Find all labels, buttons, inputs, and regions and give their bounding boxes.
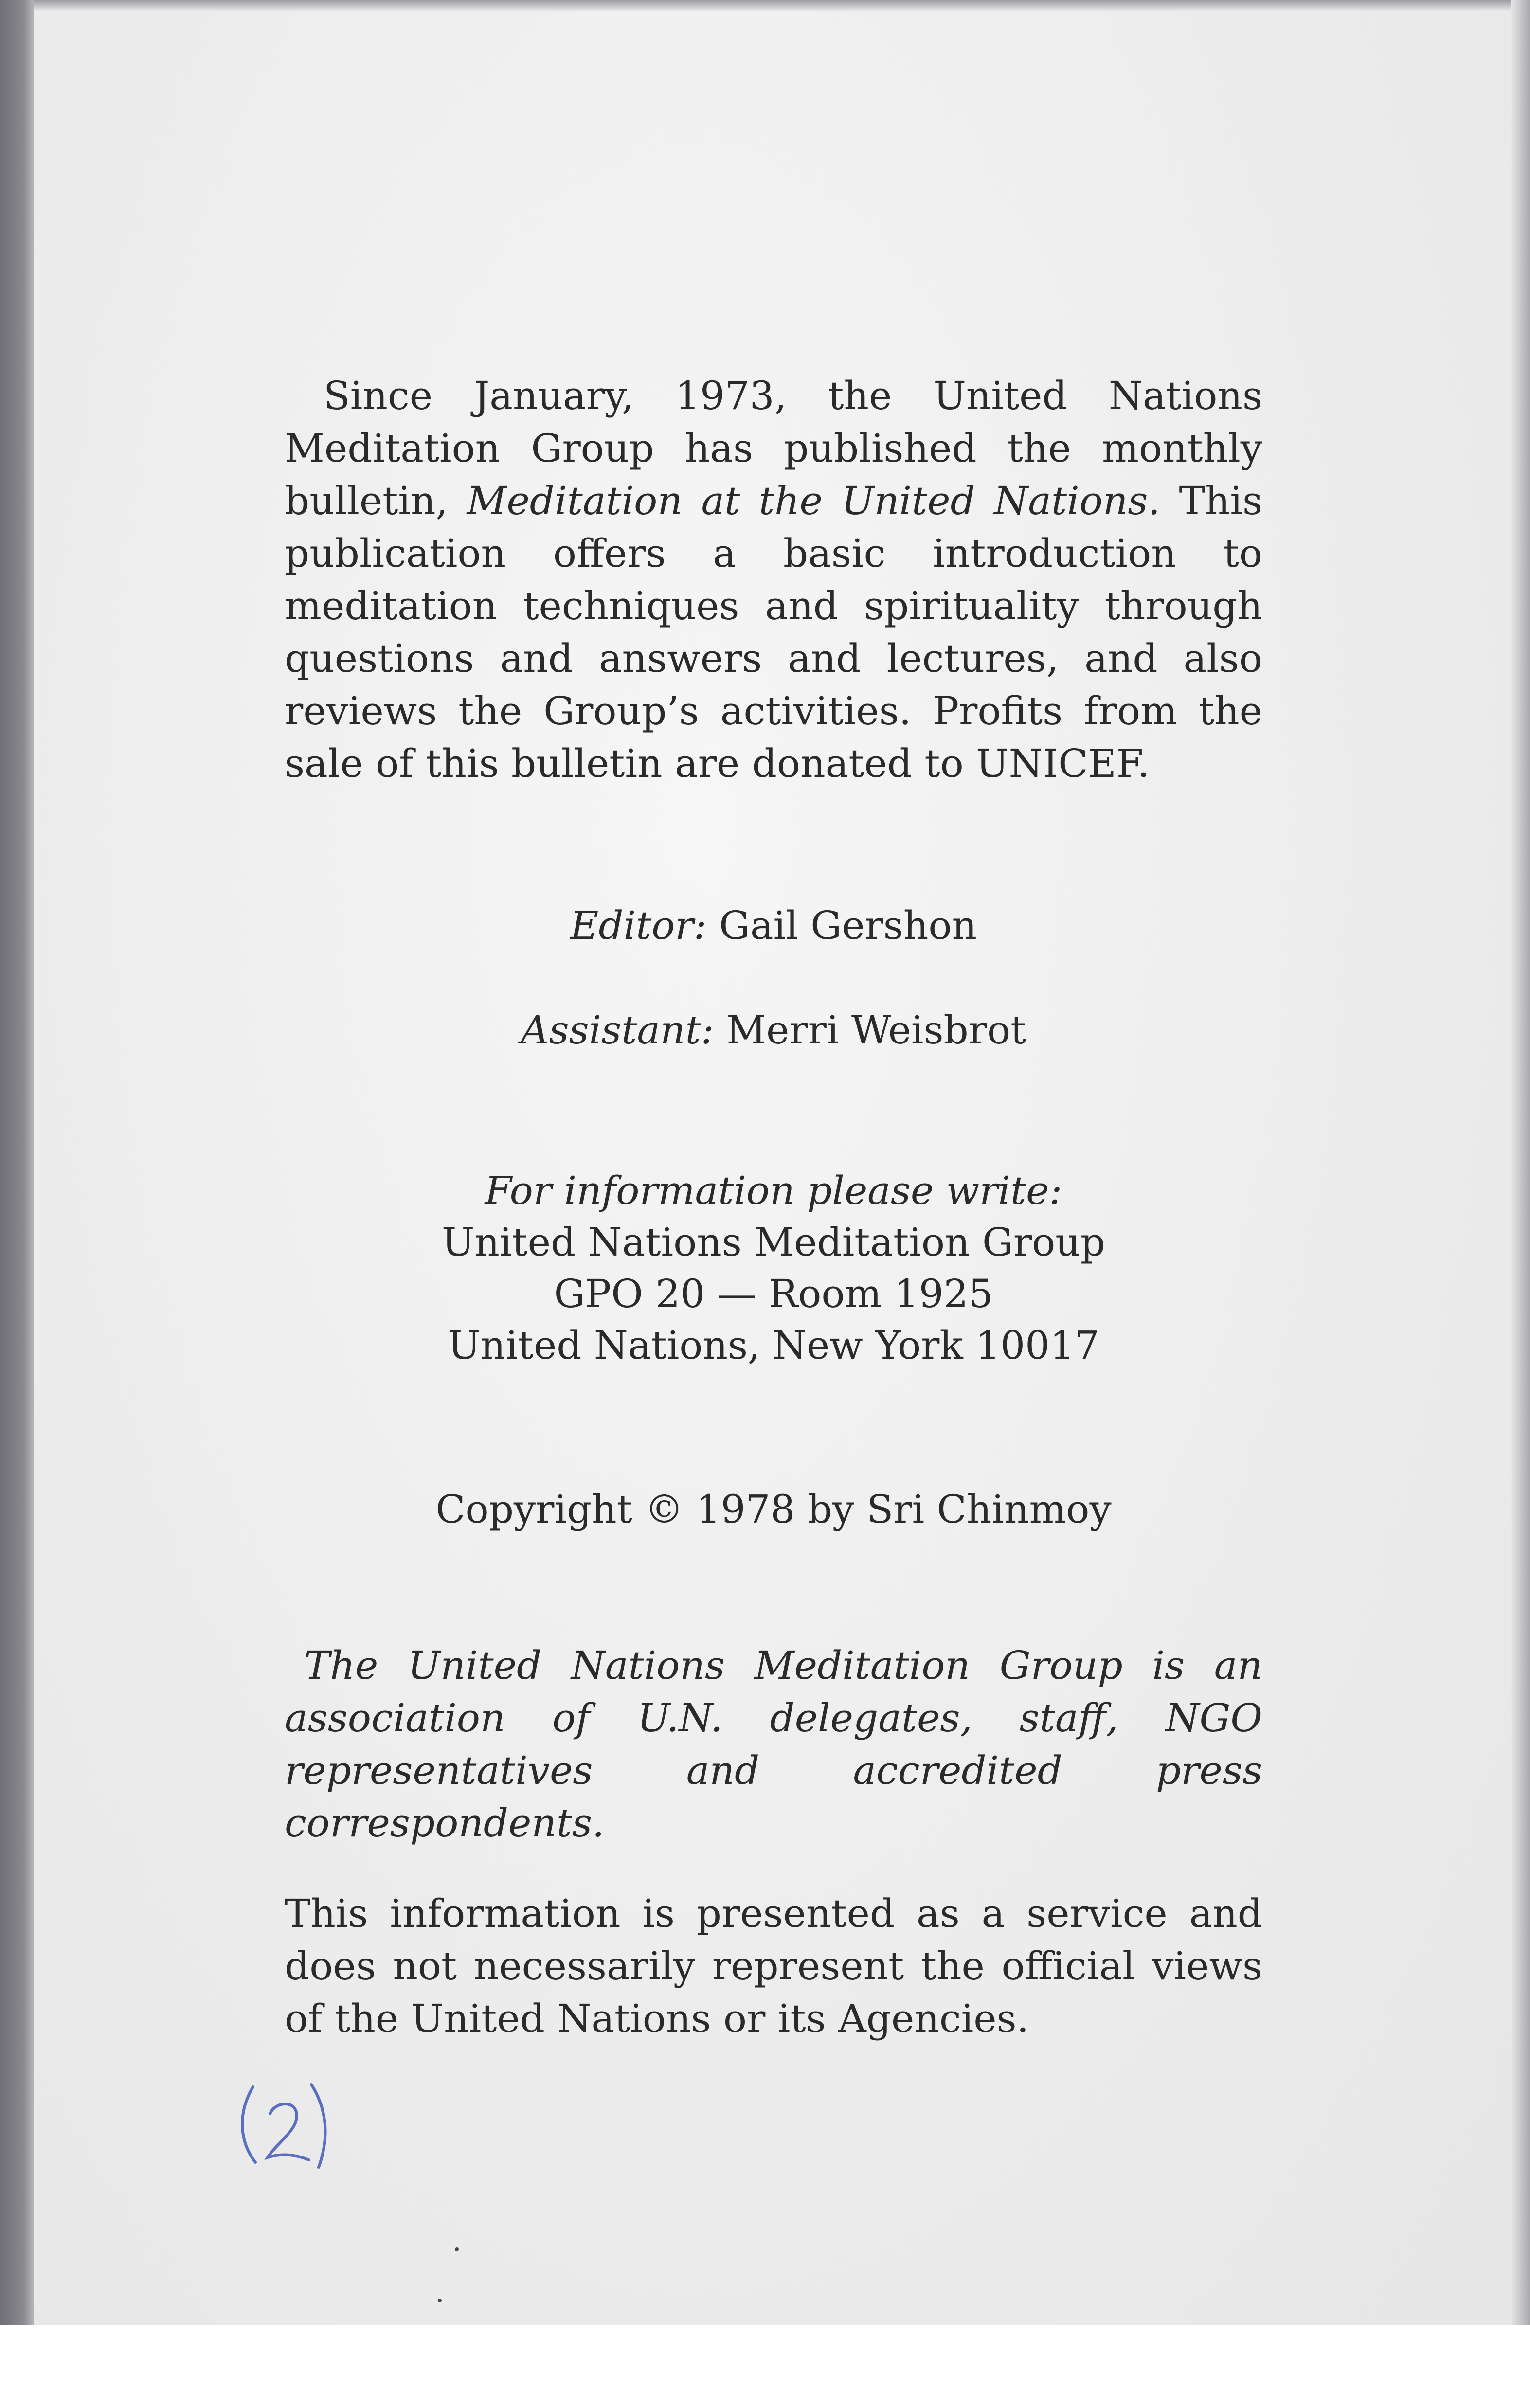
- assistant-label: Assistant:: [521, 1007, 714, 1053]
- assistant-line: [285, 1005, 1262, 1056]
- bulletin-title: Meditation at the United Nations.: [467, 478, 1160, 523]
- editor-line: [285, 900, 1262, 952]
- contact-address-line-2: GPO 20 — Room 1925: [554, 1271, 993, 1316]
- intro-text-start: Since January, 1973, the United Nations Meditation Group has published the monthly bulletin,: [285, 373, 1262, 523]
- editor-name: Gail Gershon: [719, 903, 977, 948]
- association-statement: The United Nations Meditation Group is an association of U.N. delegates, staff, NGO representatives and accredited press correspondents.: [285, 1643, 1262, 1846]
- intro-paragraph: [285, 370, 1262, 790]
- speck: [438, 2299, 442, 2302]
- contact-prompt: For information please write:: [485, 1168, 1062, 1213]
- contact-address-line-3: United Nations, New York 10017: [448, 1323, 1099, 1368]
- assistant-name: Merri Weisbrot: [726, 1007, 1026, 1053]
- speck: [455, 2247, 459, 2251]
- editor-label: Editor:: [570, 903, 707, 948]
- disclaimer-statement: This information is presented as a service and does not necessarily represent the official views of the United Nations or its Agencies.: [285, 1891, 1262, 2041]
- handwritten-text: (2): [229, 2067, 230, 2068]
- contact-block: [285, 1165, 1262, 1371]
- intro-text-end: This publication offers a basic introduction to meditation techniques and spirituality through questions and answers and lectures, and also reviews the Group’s activities. Profits from the sale of this bulletin are donated to UNICEF.: [285, 478, 1262, 786]
- handwritten-page-number: [229, 2067, 345, 2174]
- scan-border-top: [34, 0, 1530, 11]
- scan-border-right: [1511, 0, 1530, 2325]
- scan-border-left: [0, 0, 34, 2325]
- copyright-notice: Copyright © 1978 by Sri Chinmoy: [435, 1487, 1112, 1532]
- contact-address-line-1: United Nations Meditation Group: [441, 1220, 1106, 1265]
